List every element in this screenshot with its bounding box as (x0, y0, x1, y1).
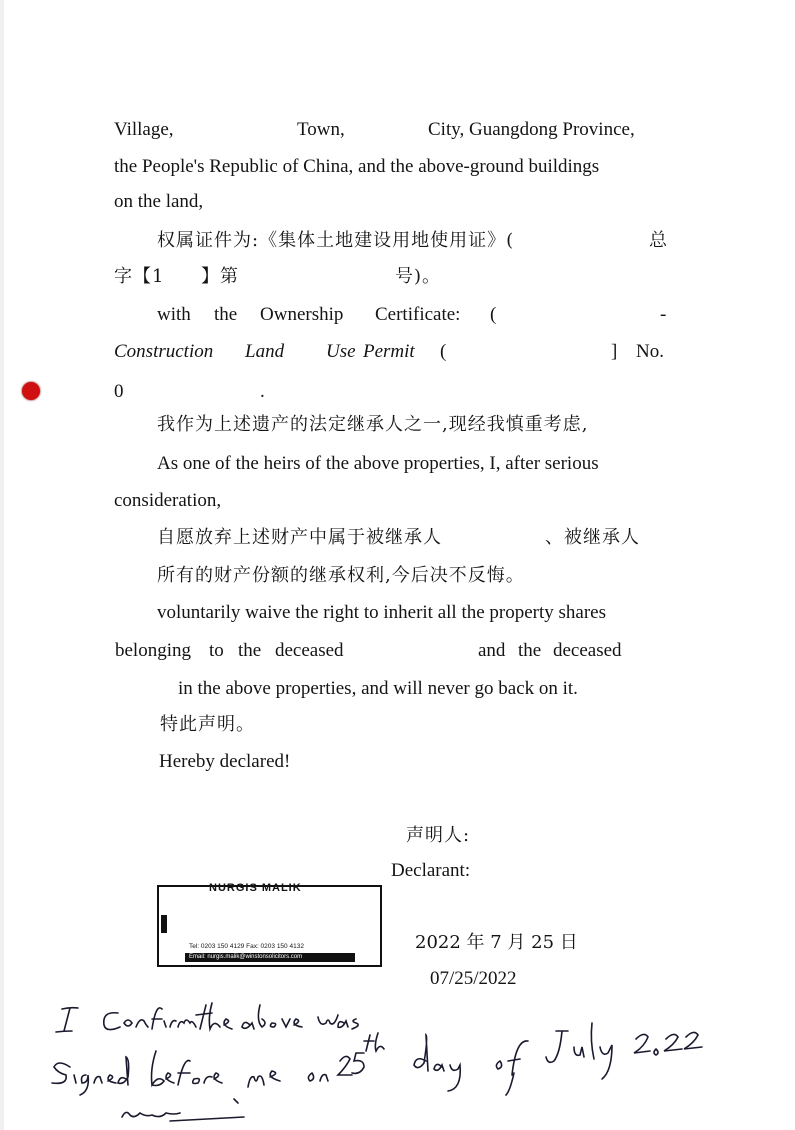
solicitor-stamp (157, 882, 382, 967)
en-belong-7: deceased (553, 640, 622, 661)
en-waive-line: voluntarily waive the right to inherit all the property shares (157, 602, 607, 623)
stamp-name: NURGIS MALIK (209, 882, 302, 894)
own-word-6: - (660, 304, 667, 325)
declarant-en-label: Declarant: (391, 860, 471, 881)
zh-certificate-line: 权属证件为:《集体土地建设用地使用证》( (157, 230, 515, 251)
stamp-bar (161, 915, 167, 933)
stamp-email: Email: nurgis.malik@winstonsolicitors.com (185, 953, 355, 962)
zh-heir-line: 我作为上述遗产的法定继承人之一,现经我慎重考虑, (157, 414, 589, 435)
permit-no-end: . (260, 381, 265, 402)
zh-certificate-no-c: 号)。 (395, 266, 442, 287)
zh-waive-line-2: 所有的财产份额的继承权利,今后决不反悔。 (157, 565, 525, 586)
body-line-3: on the land, (114, 191, 204, 212)
zh-waive-line-a: 自愿放弃上述财产中属于被继承人 (157, 527, 442, 548)
own-word-2: the (214, 304, 238, 325)
permit-no-start: 0 (114, 381, 124, 402)
en-belong-6: the (518, 640, 542, 661)
en-never-line: in the above properties, and will never go back on it. (178, 678, 578, 699)
zh-hereby: 特此声明。 (160, 714, 255, 735)
stamp-tel: Tel: 0203 150 4129 Fax: 0203 150 4132 (189, 943, 304, 950)
en-heir-line: As one of the heirs of the above properties, I, after serious (157, 453, 599, 474)
own-word-4: Certificate: (375, 304, 461, 325)
own-word-5: ( (490, 304, 497, 325)
permit-word-2: Land (245, 341, 285, 362)
zh-certificate-end: 总 (649, 230, 668, 251)
permit-word-1: Construction (114, 341, 214, 362)
zh-certificate-no-a: 字【1 (114, 266, 165, 287)
en-heir-line-2: consideration, (114, 490, 222, 511)
permit-word-7: No. (636, 341, 664, 362)
en-belong-2: to (209, 640, 224, 661)
en-belong-1: belonging (115, 640, 191, 661)
body-town: Town, (297, 119, 345, 140)
permit-word-3: Use (326, 341, 356, 362)
zh-waive-line-b: 、被继承人 (545, 527, 640, 548)
body-city: City, Guangdong Province, (428, 119, 635, 140)
handwritten-certification (0, 995, 795, 1130)
en-hereby: Hereby declared! (159, 751, 291, 772)
date-en: 07/25/2022 (430, 968, 517, 989)
permit-word-6: ] (611, 341, 618, 362)
own-word-1: with (157, 304, 191, 325)
en-belong-5: and (478, 640, 506, 661)
en-belong-4: deceased (275, 640, 344, 661)
body-line-2: the People's Republic of China, and the above-ground buildings (114, 156, 600, 177)
page-edge (0, 0, 4, 1130)
body-village: Village, (114, 119, 174, 140)
en-belong-3: the (238, 640, 262, 661)
date-zh: 2022 年 7 月 25 日 (415, 932, 578, 953)
permit-word-4: Permit (363, 341, 415, 362)
zh-certificate-no-b: 】第 (201, 266, 239, 287)
declarant-zh-label: 声明人: (406, 825, 471, 846)
punch-hole-mark (22, 382, 40, 400)
own-word-3: Ownership (260, 304, 344, 325)
permit-word-5: ( (440, 341, 447, 362)
